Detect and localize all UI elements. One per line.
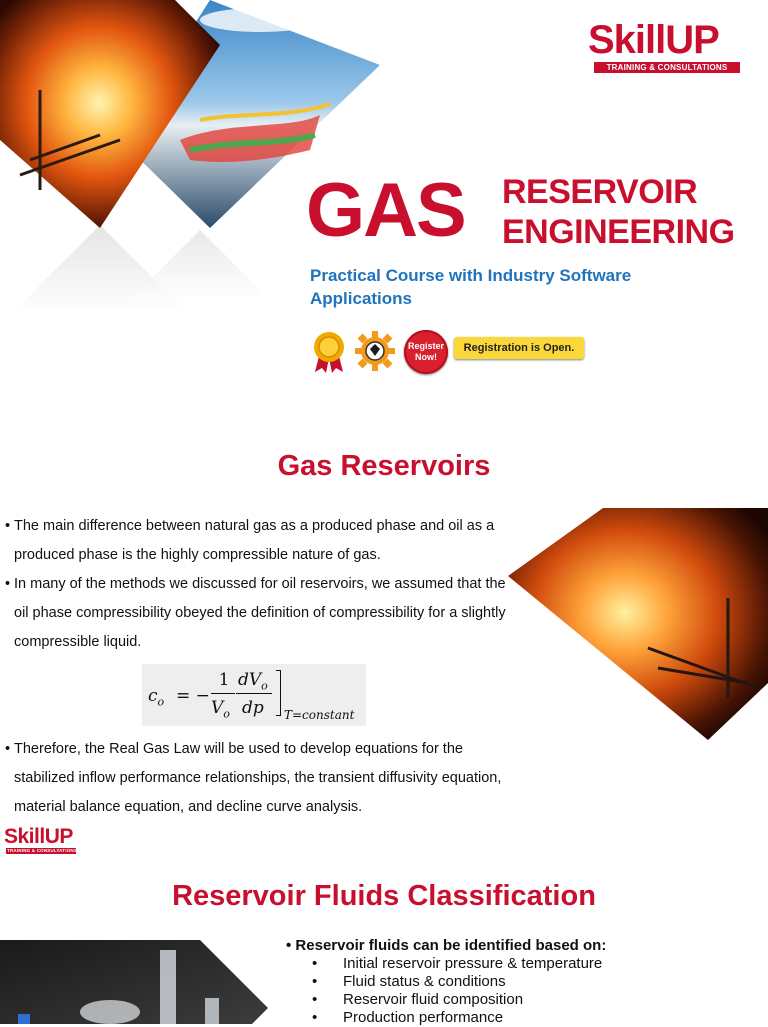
fluids-criteria-list bbox=[312, 955, 602, 1027]
formula-den2: dp bbox=[242, 698, 264, 718]
logo-wordmark: SkillUP bbox=[4, 825, 73, 848]
section-heading-fluids-classification: Reservoir Fluids Classification bbox=[172, 880, 596, 912]
logo-tagline: TRAINING & CONSULTATIONS bbox=[594, 62, 740, 73]
formula-equals: = − bbox=[176, 686, 210, 706]
fluids-lead-text: Reservoir fluids can be identified based on: bbox=[295, 937, 607, 954]
list-item: • Initial reservoir pressure & temperature bbox=[312, 955, 602, 973]
gear-diamond-icon bbox=[354, 330, 396, 372]
formula-fraction-bar bbox=[211, 693, 235, 694]
course-title-rest bbox=[502, 172, 735, 252]
lab-glassware-photo bbox=[0, 940, 270, 1024]
course-title-gas: GAS bbox=[306, 168, 465, 253]
bullet-item: • In many of the methods we discussed for oil reservoirs, we assumed that the oil phase compressibility obeyed the definition of compressibility for a slightly compressible liquid. bbox=[5, 570, 515, 657]
bullet-item: • Therefore, the Real Gas Law will be used to develop equations for the stabilized inflow performance relationships, the transient diffusivity equation, material balance equation, and decline curve analysis. bbox=[5, 735, 515, 822]
formula-fraction-bar bbox=[236, 693, 272, 694]
formula-condition: T=constant bbox=[284, 708, 355, 722]
list-item: • Reservoir fluid composition bbox=[312, 991, 602, 1009]
compressibility-formula bbox=[142, 664, 366, 726]
gas-flare-photo bbox=[508, 508, 768, 740]
skillup-logo bbox=[588, 18, 743, 73]
section-heading-gas-reservoirs: Gas Reservoirs bbox=[277, 450, 491, 482]
bullet-item: • The main difference between natural gas as a produced phase and oil as a produced phase is the highly compressible nature of gas. bbox=[5, 512, 515, 570]
course-title-line1: RESERVOIR bbox=[502, 173, 698, 211]
formula-num1: 1 bbox=[218, 670, 230, 690]
register-now-button[interactable]: Register Now! bbox=[404, 330, 448, 374]
list-item: • Fluid status & conditions bbox=[312, 973, 602, 991]
registration-status-badge: Registration is Open. bbox=[454, 337, 584, 359]
list-item: • Production performance bbox=[312, 1009, 602, 1027]
formula-lhs: $c_o$ bbox=[148, 686, 165, 709]
formula-num2: $dV_o$ bbox=[238, 670, 268, 693]
skillup-logo-small bbox=[4, 826, 84, 854]
formula-den1: $V_o$ bbox=[211, 698, 230, 721]
formula-evaluation-bracket bbox=[276, 670, 281, 716]
course-title-line2: ENGINEERING bbox=[502, 213, 735, 251]
course-subtitle: Practical Course with Industry Software Applications bbox=[310, 266, 632, 308]
award-medal-icon bbox=[310, 330, 348, 374]
fluids-lead-bullet: • Reservoir fluids can be identified based on: bbox=[286, 937, 607, 954]
logo-tagline: TRAINING & CONSULTATIONS bbox=[7, 848, 78, 853]
logo-wordmark: SkillUP bbox=[588, 18, 719, 62]
